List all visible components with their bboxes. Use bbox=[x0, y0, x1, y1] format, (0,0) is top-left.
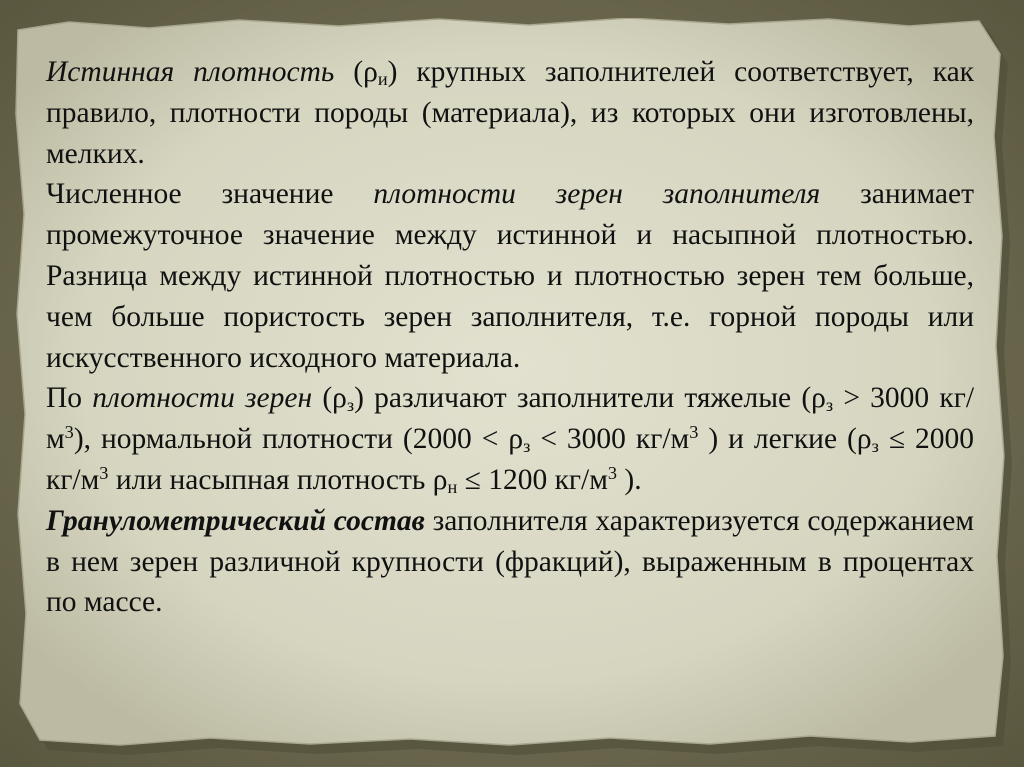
text-run: ) различают заполнители тяжелые (ρ bbox=[354, 382, 826, 415]
subscript: н bbox=[447, 476, 458, 497]
subscript: з bbox=[346, 395, 355, 416]
paragraph-aggregate-classes bbox=[46, 378, 974, 500]
superscript: 3 bbox=[689, 422, 699, 443]
text-run: Численное значение bbox=[46, 178, 374, 211]
subscript: з bbox=[825, 395, 834, 416]
superscript: 3 bbox=[64, 422, 74, 443]
text-run: заполнителя характеризуется содержанием в нем зерен различной крупности (фракций), выраженным в процентах по массе. bbox=[46, 504, 974, 619]
text-run: < 3000 кг/м bbox=[530, 423, 690, 456]
text-run: ). bbox=[617, 463, 642, 496]
term-true-density: Истинная плотность bbox=[46, 56, 335, 88]
subscript: з bbox=[523, 436, 531, 457]
text-run: ), нормальной плотности (2000 < ρ bbox=[73, 423, 524, 456]
term-granulometric-composition: Гранулометрический состав bbox=[46, 504, 425, 537]
text-run: (ρ bbox=[334, 56, 378, 88]
paragraph-true-density bbox=[46, 52, 974, 174]
subscript: и bbox=[377, 69, 388, 90]
text-run: ≤ 2000 кг/м bbox=[46, 423, 974, 496]
subscript: з bbox=[871, 436, 879, 457]
paragraph-granulometry bbox=[46, 501, 974, 623]
paragraph-grain-density bbox=[46, 174, 974, 378]
term-grain-density-2: плотности зерен bbox=[92, 382, 313, 415]
text-run: ) крупных заполнителей соответствует, как правило, плотности породы (материала), из которых они изготовлены, мелких. bbox=[46, 56, 975, 170]
text-run: ) и легкие (ρ bbox=[698, 423, 872, 456]
text-run: По bbox=[46, 382, 93, 415]
superscript: 3 bbox=[607, 462, 618, 483]
superscript: 3 bbox=[99, 462, 109, 483]
term-grain-density: плотности зерен заполнителя bbox=[373, 178, 821, 211]
text-run: занимает промежуточное значение между истинной и насыпной плотностью. Разница между истинной плотностью и плотностью зерен тем больше, чем больше пористость зерен заполнителя, т.е. горной породы или искусственного исходного материала. bbox=[46, 178, 974, 374]
text-run: (ρ bbox=[312, 382, 347, 415]
slide-text bbox=[46, 52, 974, 623]
text-run: ≤ 1200 кг/м bbox=[457, 463, 608, 496]
text-run: или насыпная плотность ρ bbox=[108, 463, 448, 496]
text-run: > 3000 кг/м bbox=[46, 382, 975, 456]
